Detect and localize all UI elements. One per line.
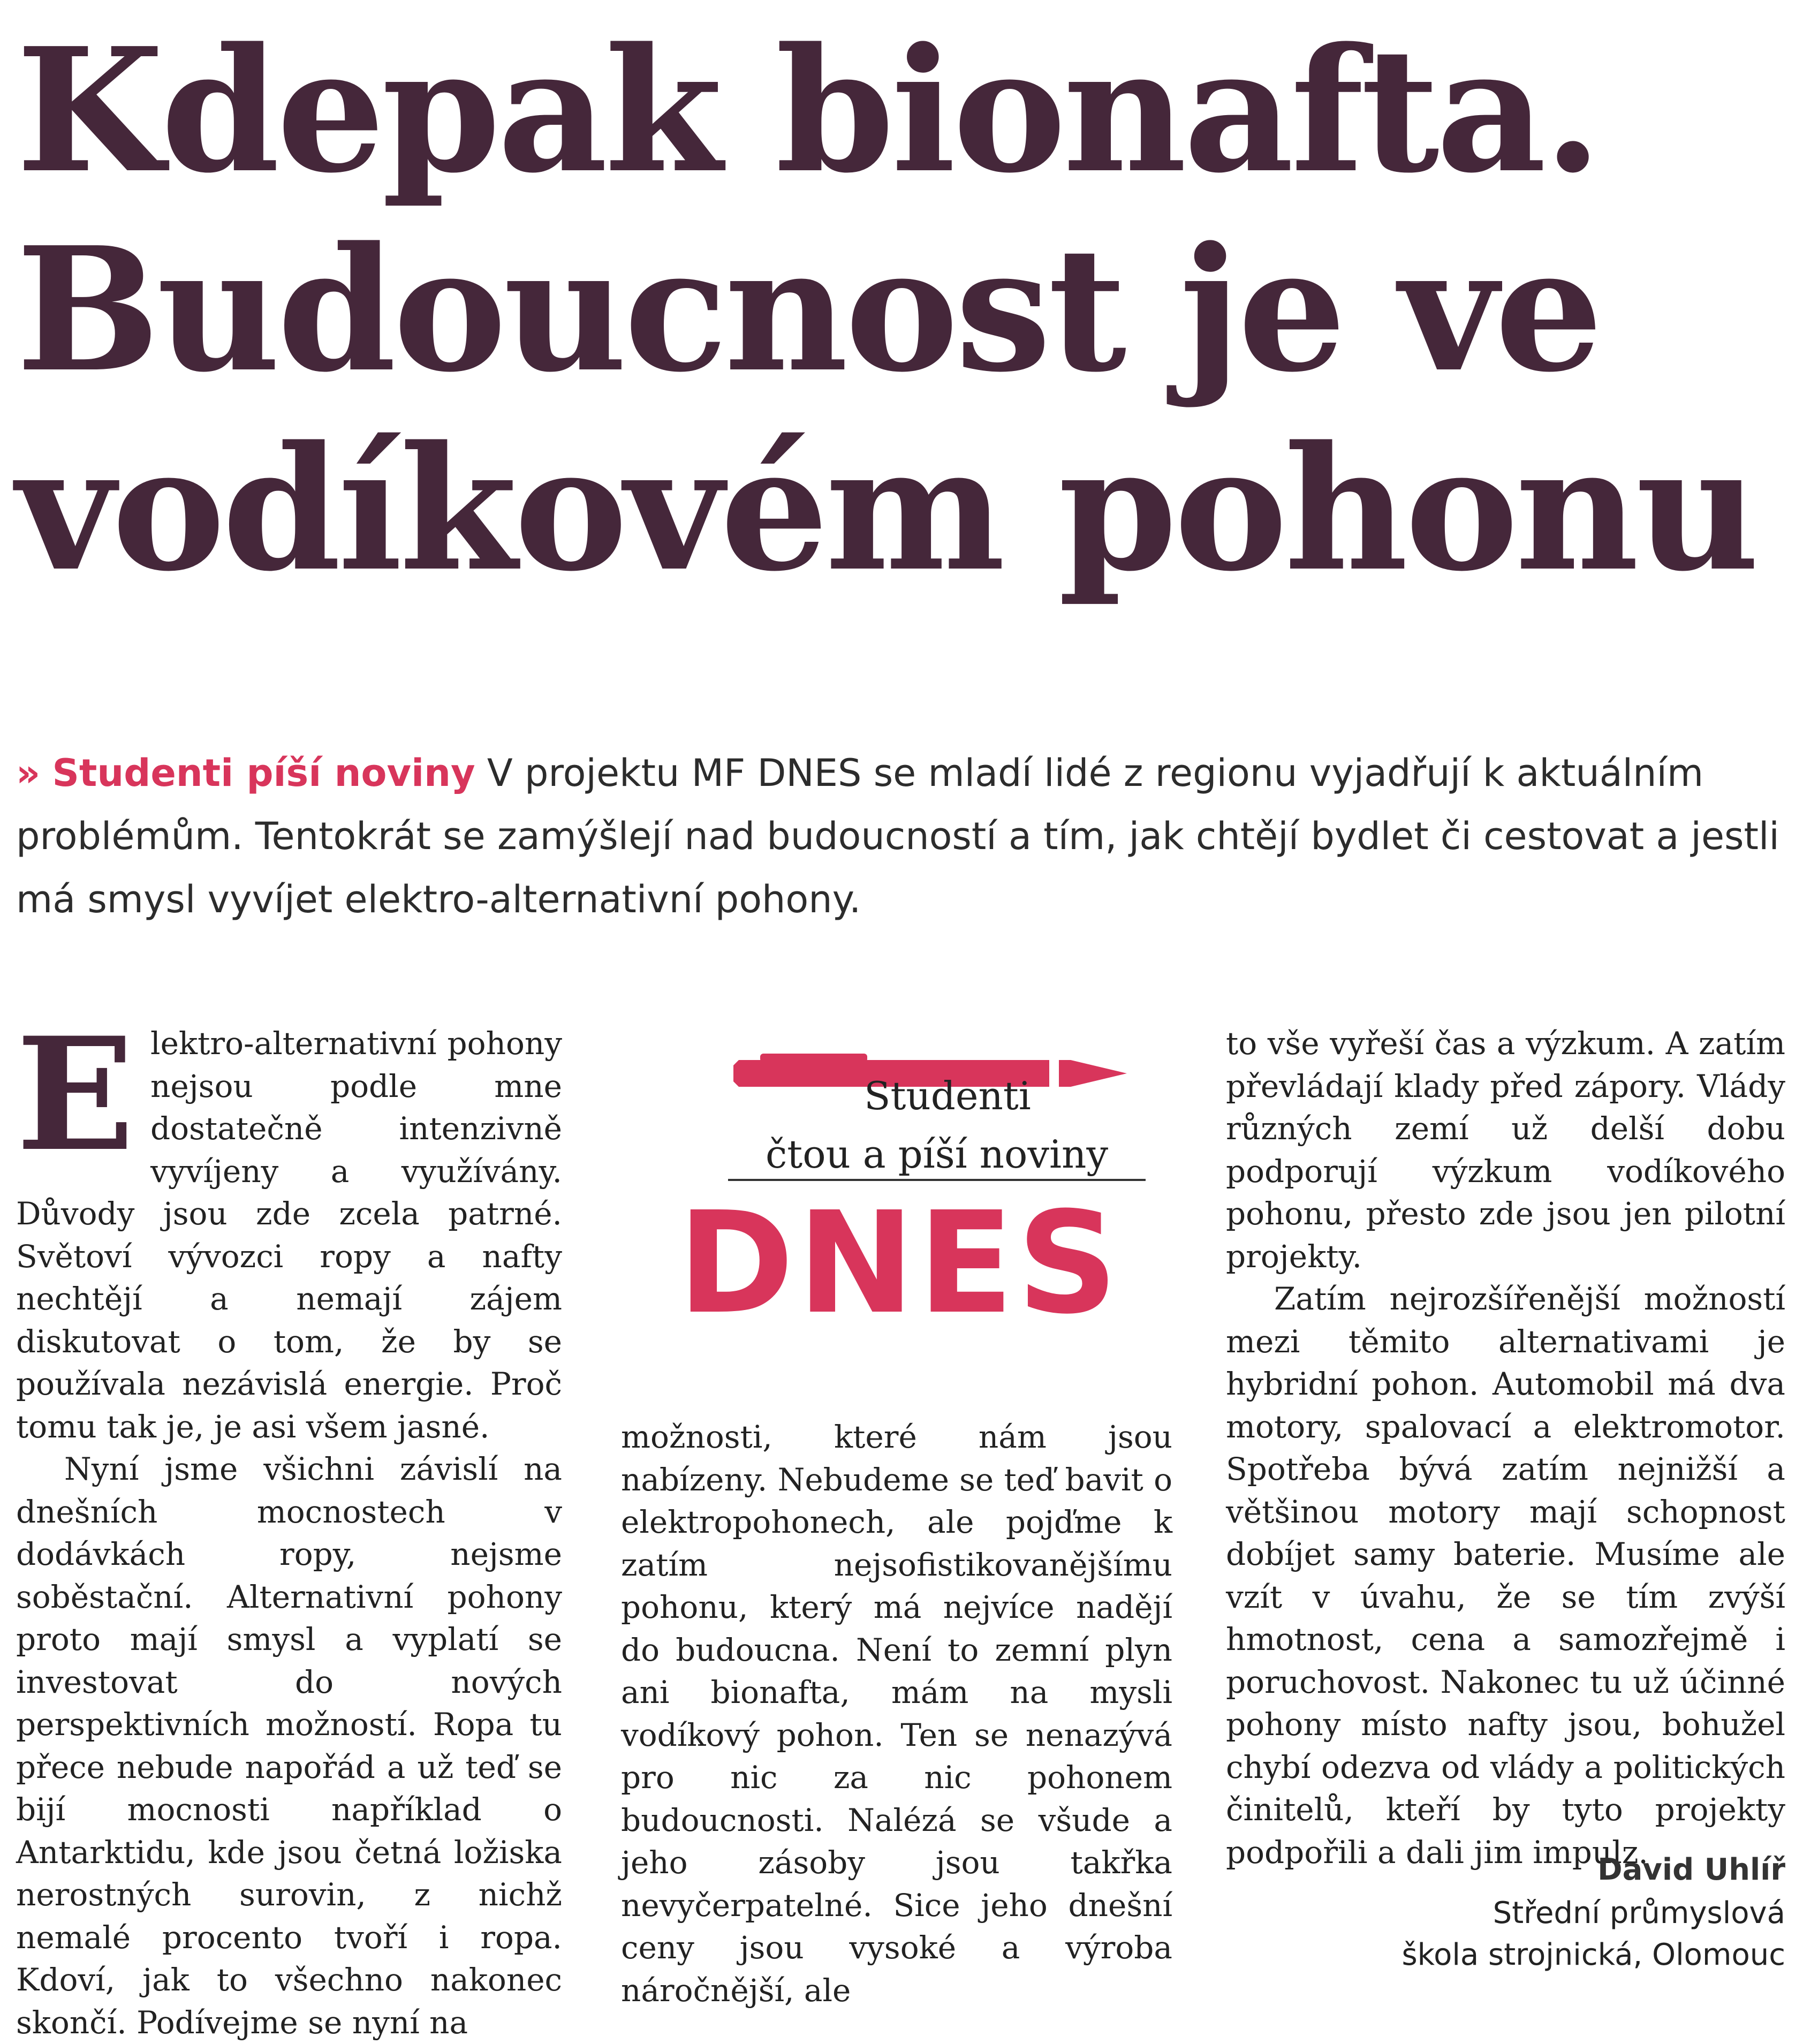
section-kicker: Studenti píší noviny [52, 751, 475, 795]
students-dnes-logo [637, 1049, 1162, 1349]
double-chevron-icon: » [16, 751, 41, 795]
school-line-2: škola strojnická, Olomouc [1402, 1937, 1785, 1972]
school-line-1: Střední průmyslová [1493, 1896, 1785, 1931]
paragraph-3: možnosti, které nám jsou nabízeny. Nebudeme se teď bavit o elektropohonech, ale pojďme k zatím nejsofistikovanějšímu pohonu, který má nejvíce nadějí do budoucna. Není to zemní plyn ani bionafta, mám na mysli vodíkový pohon. Ten se nenazývá pro nic za nic pohonem budoucnosti. Nalézá se všude a jeho zásoby jsou takřka nevyčerpatelné. Sice jeho dnešní ceny jsou vysoké a výroba náročnější, ale [621, 1419, 1172, 2009]
author-affiliation [1226, 1892, 1785, 1976]
article-column-2 [621, 1416, 1172, 2012]
lead-text: V projektu MF DNES se mladí lidé z regionu vyjadřují k aktuálním problémům. Tentokrát se zamýšlejí nad budoucností a tím, jak chtějí bydlet či cestovat a jestli má smysl vyvíjet elektro-alternativní pohony. [16, 751, 1779, 921]
headline-line-3: vodíkovém pohonu [16, 408, 1756, 609]
drop-cap: E [16, 1004, 135, 1186]
paragraph-5: Zatím nejrozšířenější možností mezi těmito alternativami je hybridní pohon. Automobil má dva motory, spalovací a elektromotor. Spotřeba bývá zatím nejnižší a většinou motory mají schopnost dobíjet samy baterie. Musíme ale vzít v úvahu, že se tím zvýší hmotnost, cena a samozřejmě i poruchovost. Nakonec tu už účinné pohony místo nafty jsou, bohužel chybí odezva od vlády a politických činitelů, kteří by tyto projekty podpořili a dali jim impulz. [1226, 1281, 1785, 1871]
article-column-3 [1226, 1023, 1785, 1874]
headline-line-1: Kdepak bionafta. [16, 10, 1600, 210]
logo-brand: DNES [677, 1182, 1122, 1345]
headline [16, 11, 1793, 608]
paragraph-2: Nyní jsme všichni závislí na dnešních mocnostech v dodávkách ropy, nejsme soběstační. Alternativní pohony proto mají smysl a vyplatí se investovat do nových perspektivních možností. Ropa tu přece nebude napořád a už teď se bijí mocnosti například o Antarktidu, kde jsou četná ložiska nerostných surovin, z nichž nemalé procento tvoří i ropa. Kdoví, jak to všechno nakonec skončí. Podívejme se nyní na [16, 1451, 562, 2041]
paragraph-1: lektro-alternativní pohony nejsou podle mne dostatečně intenzivně vyvíjeny a využívány. Důvody jsou zde zcela patrné. Světoví vývozci ropy a nafty nechtějí a nemají zájem diskutovat o tom, že by se používala nezávislá energie. Proč tomu tak je, je asi všem jasné. [16, 1025, 562, 1445]
lead-paragraph [16, 741, 1793, 931]
article-column-1 [16, 1004, 562, 2044]
headline-line-2: Budoucnost je ve [16, 209, 1600, 410]
logo-line-1: Studenti [864, 1073, 1031, 1118]
author-name: David Uhlíř [1597, 1852, 1785, 1887]
paragraph-4: to vše vyřeší čas a výzkum. A zatím převládají klady před zápory. Vlády různých zemí už delší dobu podporují výzkum vodíkového pohonu, přesto zde jsou jen pilotní projekty. [1226, 1025, 1785, 1275]
logo-line-2: čtou a píší noviny [728, 1130, 1146, 1181]
